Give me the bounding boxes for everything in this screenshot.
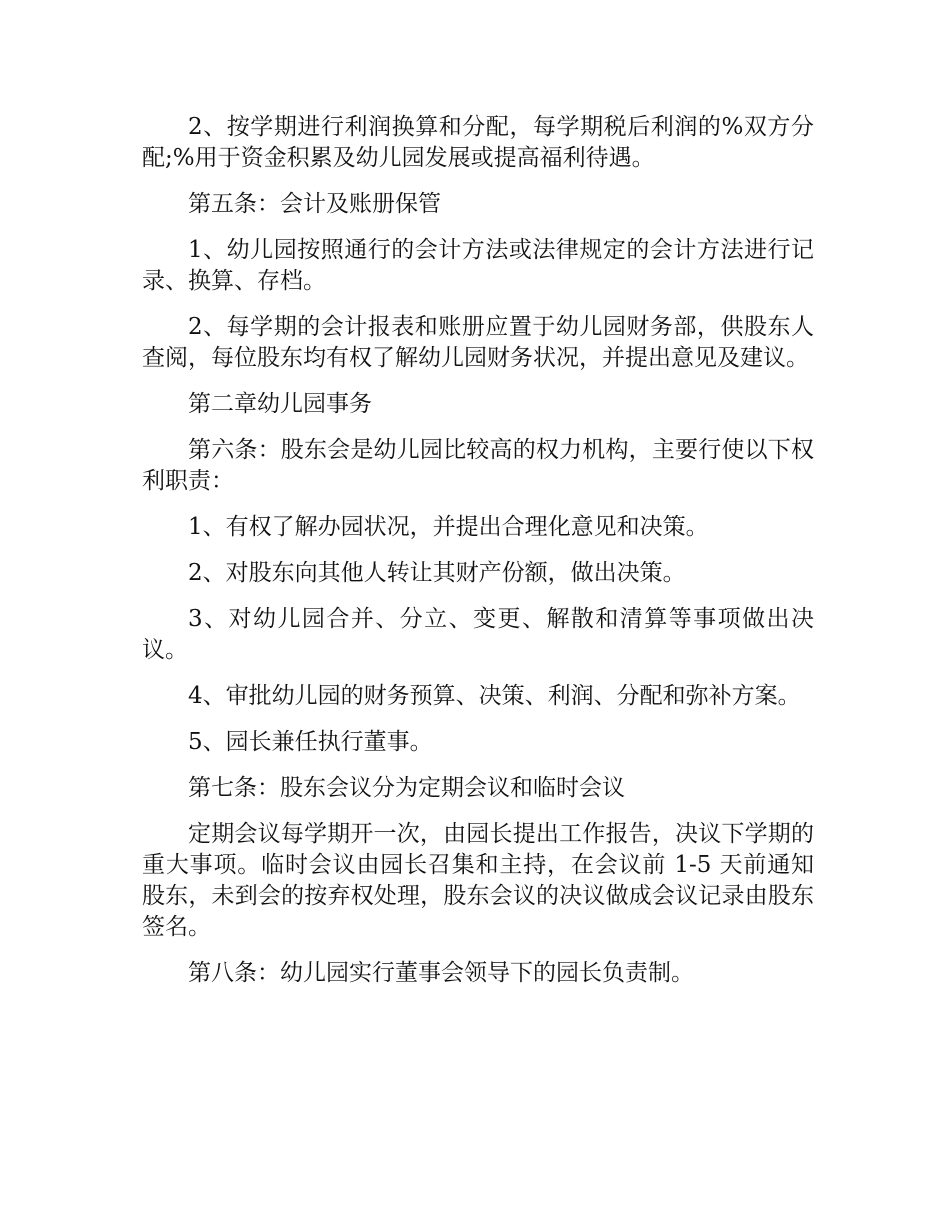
list-item-duty-3: 3、对幼儿园合并、分立、变更、解散和清算等事项做出决议。 (142, 606, 814, 663)
list-item-duty-2: 2、对股东向其他人转让其财产份额，做出决策。 (188, 560, 686, 586)
chapter-2-heading: 第二章幼儿园事务 (188, 391, 372, 417)
article-6-heading: 第六条：股东会是幼儿园比较高的权力机构，主要行使以下权利职责： (142, 437, 814, 494)
list-item-duty-4: 4、审批幼儿园的财务预算、决策、利润、分配和弥补方案。 (188, 683, 801, 709)
paragraph-meetings: 定期会议每学期开一次，由园长提出工作报告，决议下学期的重大事项。临时会议由园长召集和主持，在会议前 1-5 天前通知股东，未到会的按弃权处理，股东会议的决议做成会议记录由股东签名。 (142, 821, 814, 940)
list-item-duty-5: 5、园长兼任执行董事。 (188, 729, 433, 755)
article-8-heading: 第八条：幼儿园实行董事会领导下的园长负责制。 (188, 960, 694, 986)
paragraph-accounting-method: 1、幼儿园按照通行的会计方法或法律规定的会计方法进行记录、换算、存档。 (142, 237, 814, 294)
paragraph-accounting-reports: 2、每学期的会计报表和账册应置于幼儿园财务部，供股东人查阅，每位股东均有权了解幼儿园财务状况，并提出意见及建议。 (142, 314, 814, 371)
article-7-heading: 第七条：股东会议分为定期会议和临时会议 (188, 775, 625, 801)
document-body (142, 112, 814, 1004)
paragraph-profit-distribution: 2、按学期进行利润换算和分配，每学期税后利润的%双方分配;%用于资金积累及幼儿园发展或提高福利待遇。 (142, 114, 814, 171)
list-item-duty-1: 1、有权了解办园状况，并提出合理化意见和决策。 (188, 514, 709, 540)
article-5-heading: 第五条：会计及账册保管 (188, 191, 441, 217)
